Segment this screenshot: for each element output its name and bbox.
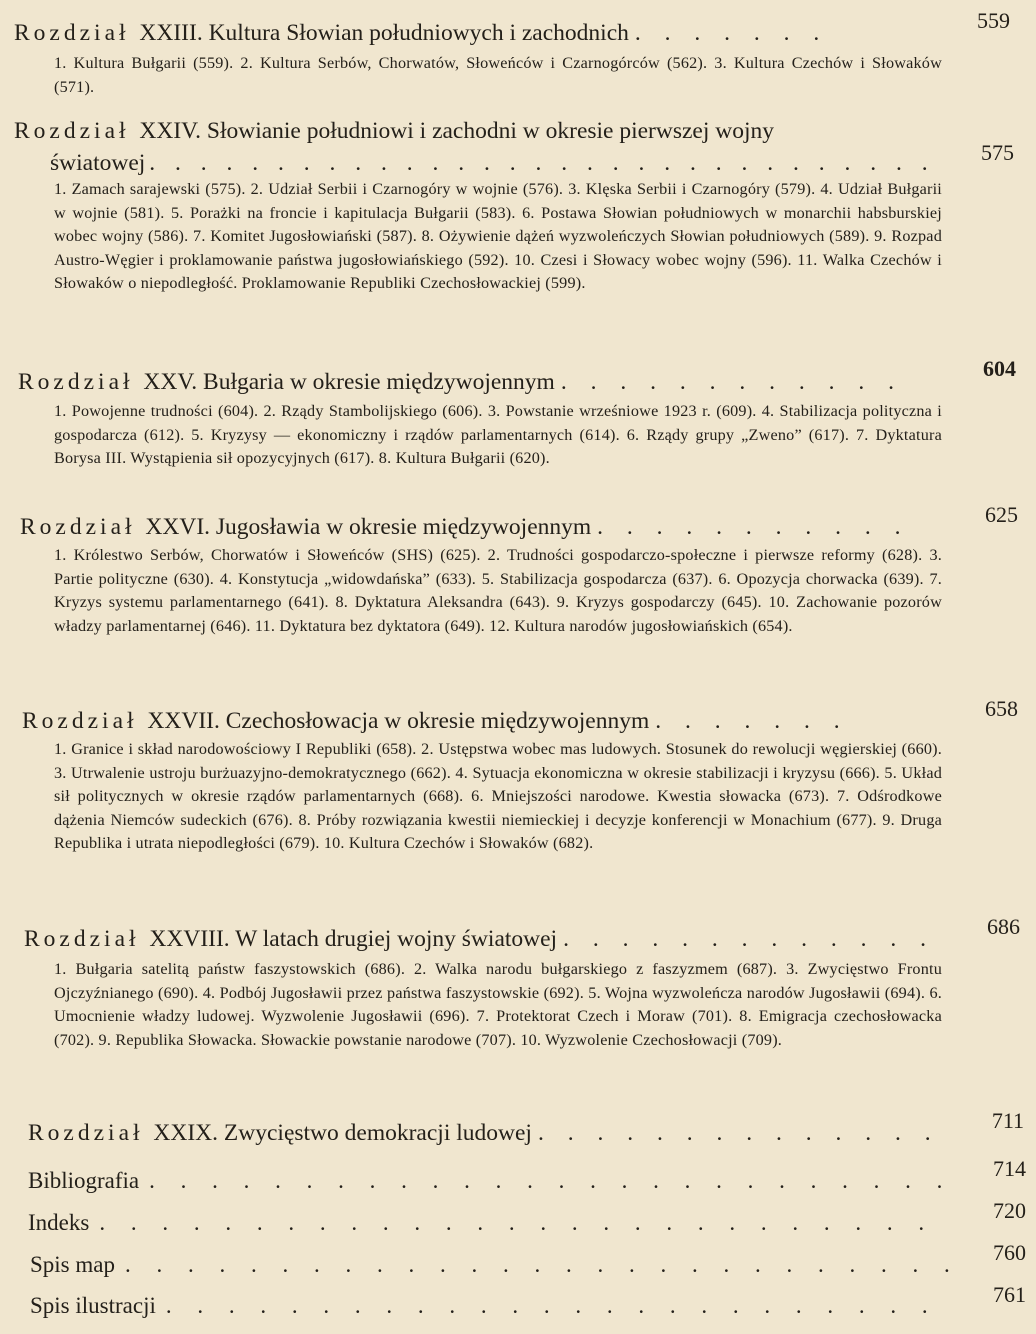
- chapter-title: Zwycięstwo demokracji ludowej: [223, 1120, 532, 1146]
- chapter-heading: [18, 367, 903, 397]
- leader-dots: . . . . . . . . . . . . . . . . . . . . . . . . . . .: [99, 1210, 935, 1235]
- chapter-title: Słowianie południowi i zachodni w okresie pierwszej wojny: [206, 118, 775, 144]
- back-matter-index: [28, 1208, 934, 1238]
- chapter-heading: [14, 116, 774, 146]
- back-matter-title: Spis map: [30, 1252, 115, 1277]
- chapter-page-number: 686: [987, 914, 1020, 939]
- chapter-label: Rozdział: [22, 708, 138, 734]
- chapter-title: Jugosławia w okresie międzywojennym: [215, 514, 592, 540]
- back-matter-illustrations: [30, 1291, 938, 1321]
- chapter-label: Rozdział: [28, 1120, 144, 1146]
- chapter-page-number: 711: [991, 1108, 1024, 1133]
- chapter-page-number: 604: [983, 356, 1016, 381]
- chapter-heading-continued: [50, 148, 935, 178]
- chapter-label: Rozdział: [20, 514, 136, 540]
- chapter-label: Rozdział: [24, 926, 140, 952]
- chapter-page-number: 559: [977, 8, 1010, 33]
- chapter-title: Kultura Słowian południowych i zachodnich: [208, 20, 629, 46]
- chapter-contents: 1. Powojenne trudności (604). 2. Rządy Stambolijskiego (606). 3. Powstanie wrześniowe 1923 r. (609). 4. Stabilizacja polityczna i gospodarcza (612). 5. Kryzysy — ekonomiczny i rządów parlamentarnych (614). 6. Rządy grupy „Zweno” (617). 7. Dyktatura Borysa III. Wystąpienia sił opozycyjnych (617). 8. Kultura Bułgarii (620).: [54, 402, 942, 467]
- leader-dots: . . . . . . . . . . .: [597, 514, 910, 540]
- chapter-number: XXIX.: [153, 1120, 219, 1146]
- chapter-contents: 1. Bułgaria satelitą państw faszystowskich (686). 2. Walka narodu bułgarskiego z faszyzmem (687). 3. Zwycięstwo Frontu Ojczyźnianego (690). 4. Podbój Jugosławii przez państwa faszystowskie (692). 5. Wojna wyzwoleńcza narodów Jugosławii (694). 6. Umocnienie władzy ludowej. Wyzwolenie Jugosławii (696). 7. Protektorat Czech i Moraw (701). 8. Emigracja czechosłowacka (702). 9. Republika Słowacka. Słowackie powstanie narodowe (707). 10. Wyzwolenie Czechosłowacji (709).: [54, 960, 942, 1049]
- leader-dots: . . . . . . . . . . . . . . . . . . . . . . . . .: [165, 1293, 938, 1318]
- chapter-heading: [28, 1118, 940, 1148]
- chapter-title: W latach drugiej wojny światowej: [235, 926, 558, 952]
- chapter-label: Rozdział: [14, 20, 130, 46]
- chapter-number: XXVII.: [147, 708, 220, 734]
- back-matter-page-number: 761: [993, 1282, 1026, 1307]
- leader-dots: . . . . . . . . . . . . . . . . . . . . . . . . . . .: [124, 1252, 960, 1277]
- back-matter-title: Indeks: [28, 1210, 90, 1235]
- back-matter-title: Bibliografia: [28, 1168, 140, 1193]
- leader-dots: . . . . . . . . . . . .: [560, 369, 903, 395]
- chapter-page-number: 625: [985, 502, 1018, 527]
- chapter-label: Rozdział: [18, 369, 134, 395]
- chapter-number: XXV.: [143, 369, 198, 395]
- leader-dots: . . . . . . . . . . . . .: [563, 926, 935, 952]
- chapter-number: XXIII.: [139, 20, 203, 46]
- back-matter-title: Spis ilustracji: [30, 1293, 156, 1318]
- chapter-number: XXVIII.: [149, 926, 230, 952]
- back-matter-page-number: 760: [993, 1240, 1026, 1265]
- leader-dots: . . . . . . . . . . . . . .: [537, 1120, 940, 1146]
- leader-dots: . . . . . . . . . . . . . . . . . . . . . . . . . . . . . . .: [149, 150, 935, 176]
- leader-dots: . . . . . . .: [655, 708, 849, 734]
- chapter-number: XXVI.: [145, 514, 211, 540]
- leader-dots: . . . . . . .: [634, 20, 829, 46]
- back-matter-bibliography: [28, 1166, 952, 1196]
- back-matter-page-number: 720: [993, 1198, 1026, 1223]
- back-matter-maps: [30, 1250, 960, 1280]
- back-matter-page-number: 714: [993, 1156, 1026, 1181]
- chapter-contents: 1. Granice i skład narodowościowy I Republiki (658). 2. Ustępstwa wobec mas ludowych. Stosunek do rewolucji węgierskiej (660). 3. Utrwalenie ustroju burżuazyjno-demokratycznego (662). 4. Sytuacja ekonomiczna w okresie stabilizacji i kryzysu (666). 5. Układ sił politycznych w okresie rządów parlamentarnych (668). 6. Mniejszości narodowe. Kwestia słowacka (673). 7. Odśrodkowe dążenia Niemców sudeckich (676). 8. Próby rozwiązania kwestii niemieckiej i decyzje konferencji w Monachium (677). 9. Druga Republika i utrata niepodległości (679). 10. Kultura Czechów i Słowaków (682).: [54, 740, 942, 852]
- chapter-label: Rozdział: [14, 118, 130, 144]
- chapter-title: Bułgaria w okresie międzywojennym: [203, 369, 555, 395]
- chapter-page-number: 575: [981, 140, 1014, 165]
- chapter-contents: 1. Kultura Bułgarii (559). 2. Kultura Serbów, Chorwatów, Słoweńców i Czarnogórców (562). 3. Kultura Czechów i Słowaków (571).: [54, 54, 942, 96]
- chapter-heading: [14, 18, 828, 48]
- chapter-contents: 1. Zamach sarajewski (575). 2. Udział Serbii i Czarnogóry w wojnie (576). 3. Klęska Serbii i Czarnogóry (579). 4. Udział Bułgarii w wojnie (581). 5. Porażki na froncie i kapitulacja Bułgarii (583). 6. Postawa Słowian południowych w monarchii habsburskiej wobec wojny (586). 7. Komitet Jugosłowiański (587). 8. Ożywienie dążeń wyzwoleńczych Słowian południowych (589). 9. Rozpad Austro-Węgier i proklamowanie państwa jugosłowiańskiego (592). 10. Czesi i Słowacy wobec wojny (596). 11. Walka Czechów i Słowaków o niepodległość. Proklamowanie Republiki Czechosłowackiej (599).: [54, 180, 942, 292]
- chapter-page-number: 658: [985, 696, 1018, 721]
- chapter-heading: [24, 924, 935, 954]
- leader-dots: . . . . . . . . . . . . . . . . . . . . . . . . . .: [149, 1168, 953, 1193]
- chapter-title: Czechosłowacja w okresie międzywojennym: [225, 708, 650, 734]
- chapter-number: XXIV.: [139, 118, 201, 144]
- chapter-heading: [20, 512, 910, 542]
- chapter-title-continued: światowej: [50, 150, 146, 176]
- chapter-heading: [22, 706, 849, 736]
- chapter-contents: 1. Królestwo Serbów, Chorwatów i Słoweńców (SHS) (625). 2. Trudności gospodarczo-społeczne i pierwsze reformy (628). 3. Partie polityczne (630). 4. Konstytucja „widowdańska” (633). 5. Stabilizacja gospodarcza (637). 6. Opozycja chorwacka (639). 7. Kryzys systemu parlamentarnego (641). 8. Dyktatura Aleksandra (643). 9. Kryzys gospodarczy (645). 10. Zachowanie pozorów władzy parlamentarnej (646). 11. Dyktatura bez dyktatora (649). 12. Kultura narodów jugosłowiańskich (654).: [54, 546, 942, 635]
